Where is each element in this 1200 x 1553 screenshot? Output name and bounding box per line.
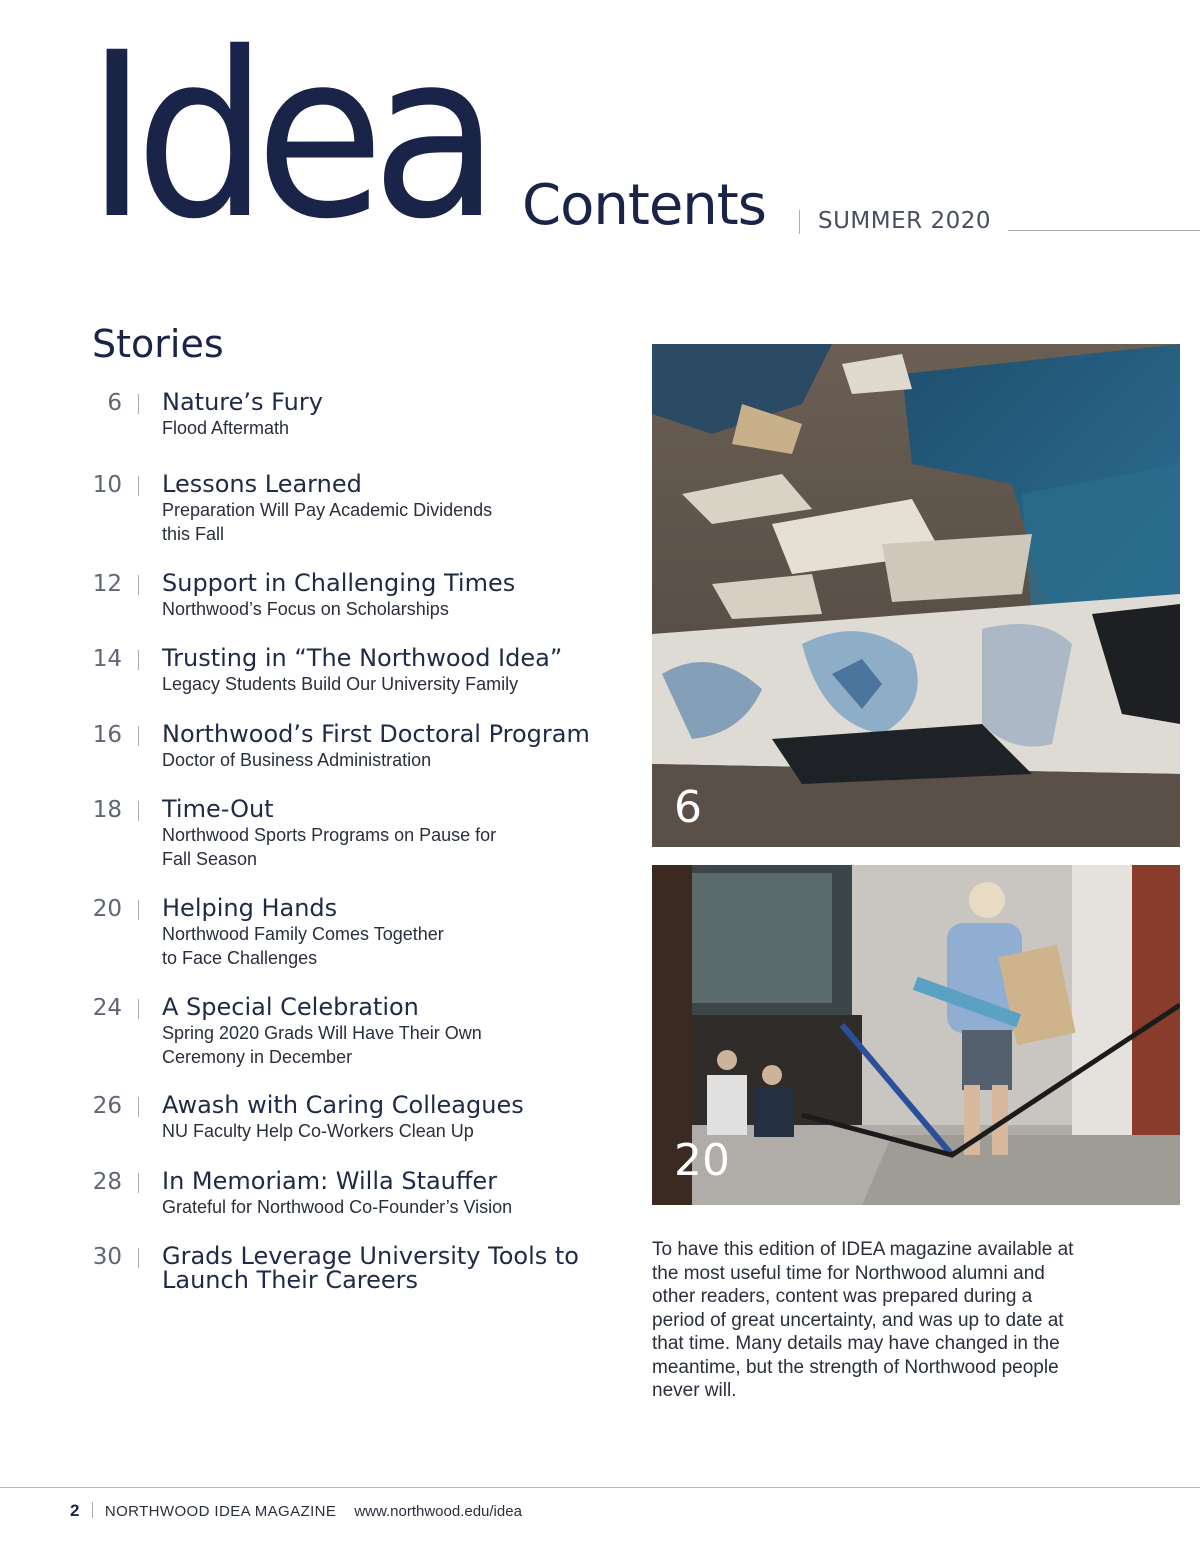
footer-divider [92,1502,93,1518]
story-subtitle-line: Ceremony in December [162,1047,353,1067]
flood-debris-image [652,344,1180,847]
story-subtitle-line: NU Faculty Help Co-Workers Clean Up [162,1121,474,1141]
story-subtitle [162,672,602,696]
story-page-number: 14 [92,646,122,672]
footer-publication: NORTHWOOD IDEA MAGAZINE [104,1503,337,1520]
story-page-number: 6 [107,390,122,416]
story-subtitle-line: Northwood Family Comes Together [162,924,444,944]
story-page-number: 16 [92,722,122,748]
header-rule [1008,230,1200,231]
story-divider [138,394,139,414]
page-title: Contents [522,173,766,238]
photo-flood-debris [652,344,1180,847]
story-title[interactable]: A Special Celebration [162,993,419,1021]
footer-page-number: 2 [70,1501,80,1520]
story-title[interactable]: In Memoriam: Willa Stauffer [162,1167,498,1195]
story-subtitle [162,597,602,621]
story-title[interactable]: Awash with Caring Colleagues [162,1091,524,1119]
story-title[interactable]: Northwood’s First Doctoral Program [162,720,590,748]
story-divider [138,999,139,1019]
footer-rule [0,1487,1200,1488]
story-subtitle [162,416,602,440]
story-page-number: 20 [92,896,122,922]
photo-page-label-6: 6 [674,782,702,833]
stairwell-volunteer-image [652,865,1180,1205]
story-title[interactable]: Lessons Learned [162,470,362,498]
story-subtitle-line: Northwood Sports Programs on Pause for [162,825,497,845]
story-subtitle-line: Preparation Will Pay Academic Dividends [162,500,493,520]
page-footer [70,1501,522,1521]
story-title[interactable]: Nature’s Fury [162,388,323,416]
story-subtitle [162,1195,602,1219]
story-subtitle-line: Legacy Students Build Our University Family [162,674,519,694]
issue-date: SUMMER 2020 [818,208,991,234]
story-page-number: 10 [92,472,122,498]
story-divider [138,1097,139,1117]
story-title[interactable]: Helping Hands [162,894,338,922]
story-subtitle-line: to Face Challenges [162,948,318,968]
story-subtitle [162,922,602,970]
story-title[interactable]: Grads Leverage University Tools to Launch Their Careers [162,1242,579,1294]
photo-page-label-20: 20 [674,1135,730,1186]
magazine-logo-idea: Idea [86,3,488,269]
story-divider [138,476,139,496]
story-subtitle [162,1021,602,1069]
photo-helping-hands [652,865,1180,1205]
masthead [0,0,1200,269]
title-divider [799,210,800,234]
story-page-number: 26 [92,1093,122,1119]
editor-note: To have this edition of IDEA magazine available at the most useful time for Northwood alumni and other readers, content was prepared during a period of great uncertainty, and was up to date at that time. Many details may have changed in the meantime, but the strength of Northwood people never will. [652,1239,1074,1401]
story-divider [138,801,139,821]
story-divider [138,900,139,920]
story-subtitle-line: Doctor of Business Administration [162,750,432,770]
story-subtitle [162,823,602,871]
story-subtitle [162,1119,602,1143]
story-divider [138,726,139,746]
story-title[interactable]: Trusting in “The Northwood Idea” [162,644,563,672]
story-page-number: 18 [92,797,122,823]
story-subtitle-line: Fall Season [162,849,258,869]
story-divider [138,1248,139,1268]
story-subtitle-line: Flood Aftermath [162,418,290,438]
story-subtitle-line: Spring 2020 Grads Will Have Their Own [162,1023,482,1043]
story-subtitle-line: Grateful for Northwood Co-Founder’s Vision [162,1197,513,1217]
section-heading: Stories [92,322,224,366]
story-divider [138,1173,139,1193]
story-subtitle-line: Northwood’s Focus on Scholarships [162,599,449,619]
story-title[interactable]: Time-Out [162,795,274,823]
story-divider [138,575,139,595]
story-subtitle [162,498,602,546]
story-subtitle-line: this Fall [162,524,225,544]
story-page-number: 12 [92,571,122,597]
footer-url[interactable]: www.northwood.edu/idea [354,1503,522,1520]
story-page-number: 28 [92,1169,122,1195]
story-subtitle [162,748,602,772]
story-page-number: 30 [92,1244,122,1270]
story-title[interactable]: Support in Challenging Times [162,569,516,597]
story-page-number: 24 [92,995,122,1021]
story-divider [138,650,139,670]
